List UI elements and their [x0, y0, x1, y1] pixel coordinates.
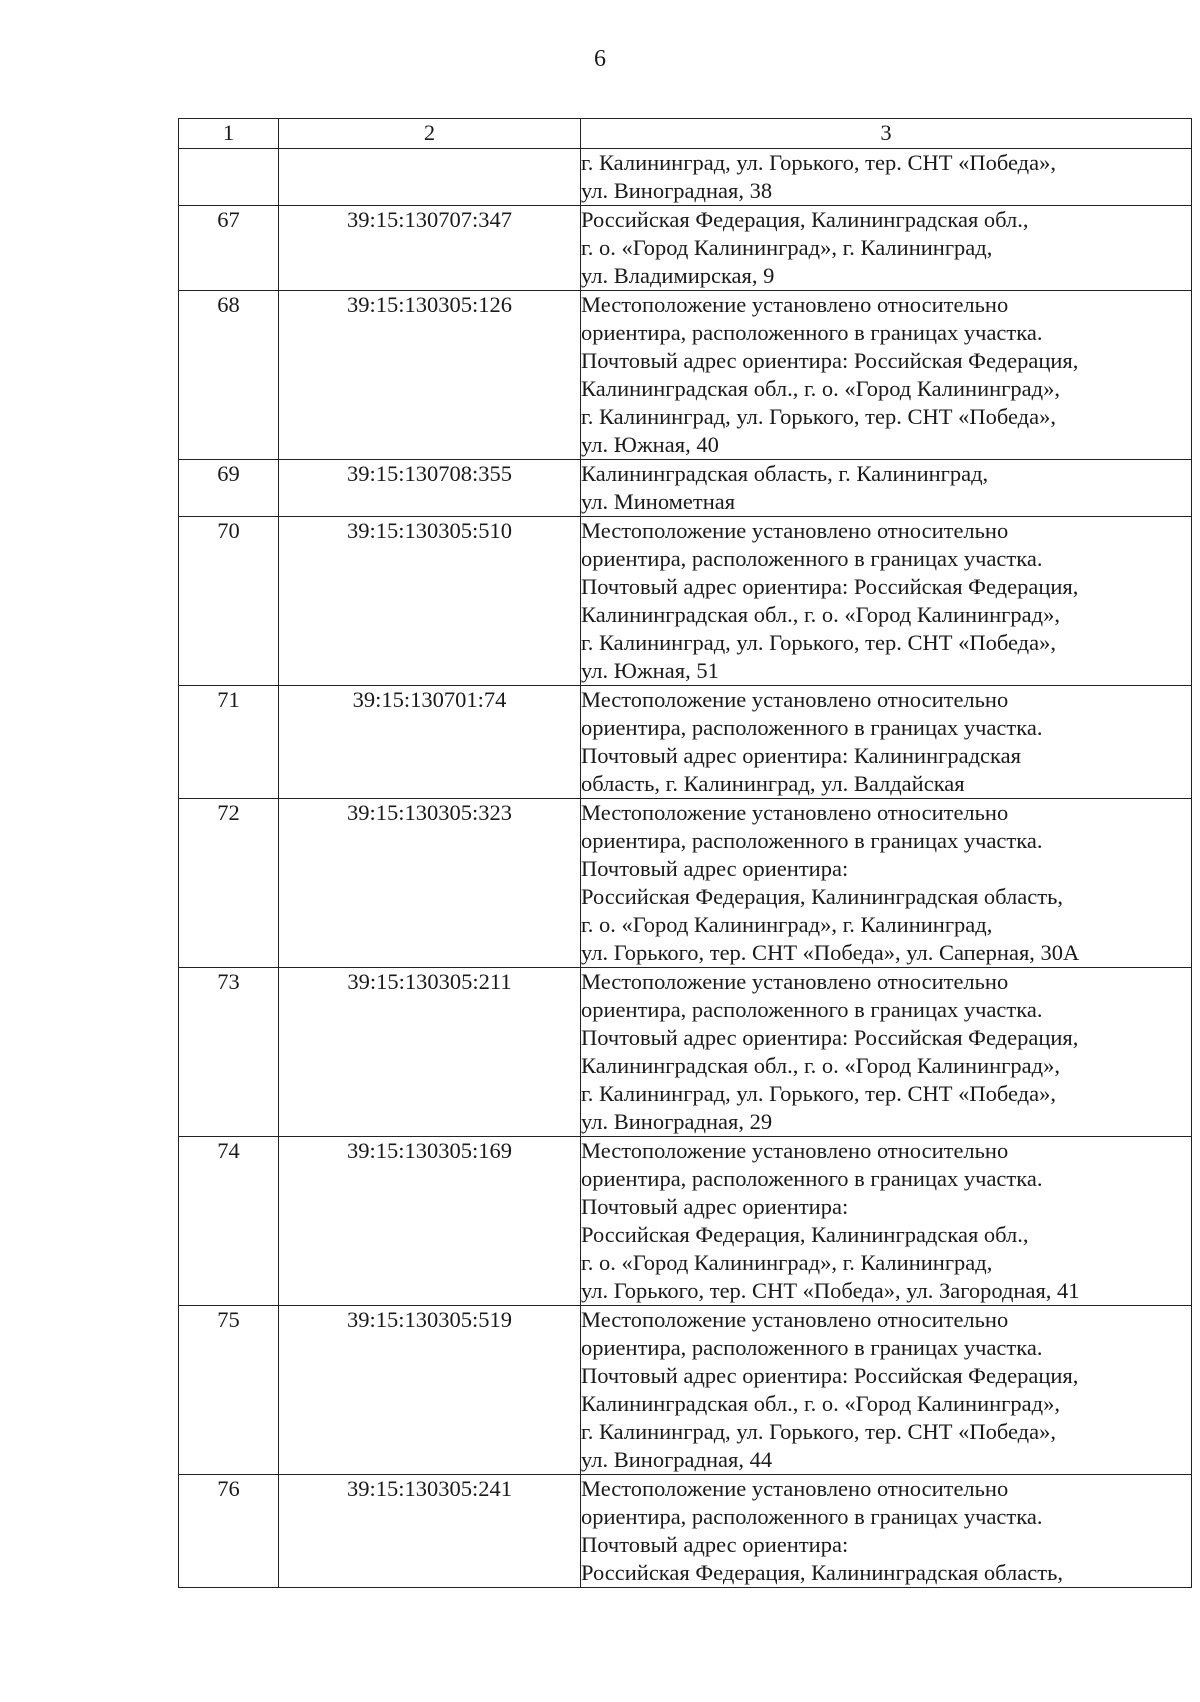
address-cell: [581, 206, 1192, 291]
address-cell: [581, 968, 1192, 1137]
address-line: ориентира, расположенного в границах участка.: [581, 715, 1043, 740]
table-row: [179, 968, 1192, 1137]
address-line: ориентира, расположенного в границах участка.: [581, 546, 1043, 571]
table-row: [179, 460, 1192, 517]
column-header-address: 3: [581, 119, 1192, 149]
address-line: ул. Южная, 40: [581, 432, 719, 457]
address-line: ул. Горького, тер. СНТ «Победа», ул. Саперная, 30А: [581, 940, 1080, 965]
cadastral-number-cell: [279, 149, 581, 206]
address-cell: [581, 1306, 1192, 1475]
table-row: [179, 799, 1192, 968]
address-line: область, г. Калининград, ул. Валдайская: [581, 771, 965, 796]
table-body: [179, 149, 1192, 1588]
address-line: Почтовый адрес ориентира: Калининградская: [581, 743, 1021, 768]
address-cell: [581, 291, 1192, 460]
address-line: ориентира, расположенного в границах участка.: [581, 828, 1043, 853]
table-row: [179, 149, 1192, 206]
address-line: Почтовый адрес ориентира: Российская Федерация,: [581, 574, 1079, 599]
address-cell: [581, 517, 1192, 686]
address-cell: [581, 149, 1192, 206]
address-line: Калининградская обл., г. о. «Город Калининград»,: [581, 376, 1060, 401]
row-number-cell: 71: [179, 686, 279, 799]
address-line: Российская Федерация, Калининградская область,: [581, 884, 1063, 909]
row-number-cell: 69: [179, 460, 279, 517]
cadastral-number-cell: 39:15:130305:519: [279, 1306, 581, 1475]
table-header-row: [179, 119, 1192, 149]
address-line: ориентира, расположенного в границах участка.: [581, 997, 1043, 1022]
address-line: г. Калининград, ул. Горького, тер. СНТ «Победа»,: [581, 630, 1056, 655]
address-line: Калининградская обл., г. о. «Город Калининград»,: [581, 602, 1060, 627]
address-line: Российская Федерация, Калининградская обл.,: [581, 207, 1029, 232]
address-line: Местоположение установлено относительно: [581, 1307, 1009, 1332]
table-row: [179, 517, 1192, 686]
page-number: 6: [594, 46, 606, 72]
row-number-cell: 73: [179, 968, 279, 1137]
address-line: г. Калининград, ул. Горького, тер. СНТ «Победа»,: [581, 150, 1056, 175]
address-line: Почтовый адрес ориентира: Российская Федерация,: [581, 1025, 1079, 1050]
row-number-cell: 74: [179, 1137, 279, 1306]
cadastral-number-cell: 39:15:130708:355: [279, 460, 581, 517]
address-line: ул. Владимирская, 9: [581, 263, 775, 288]
address-cell: [581, 1137, 1192, 1306]
land-plot-table: [178, 118, 1192, 1588]
address-line: ул. Виноградная, 38: [581, 178, 773, 203]
address-line: ул. Горького, тер. СНТ «Победа», ул. Загородная, 41: [581, 1278, 1080, 1303]
row-number-cell: 70: [179, 517, 279, 686]
cadastral-number-cell: 39:15:130305:510: [279, 517, 581, 686]
address-line: ориентира, расположенного в границах участка.: [581, 1335, 1043, 1360]
cadastral-number-cell: 39:15:130305:126: [279, 291, 581, 460]
cadastral-number-cell: 39:15:130305:241: [279, 1475, 581, 1588]
address-line: Почтовый адрес ориентира:: [581, 1194, 849, 1219]
address-line: ориентира, расположенного в границах участка.: [581, 1166, 1043, 1191]
address-line: Местоположение установлено относительно: [581, 292, 1009, 317]
address-line: Российская Федерация, Калининградская область,: [581, 1560, 1063, 1585]
address-line: г. о. «Город Калининград», г. Калининград,: [581, 235, 993, 260]
address-line: г. Калининград, ул. Горького, тер. СНТ «Победа»,: [581, 1419, 1056, 1444]
cadastral-number-cell: 39:15:130305:323: [279, 799, 581, 968]
address-cell: [581, 460, 1192, 517]
cadastral-number-cell: 39:15:130707:347: [279, 206, 581, 291]
address-line: г. Калининград, ул. Горького, тер. СНТ «Победа»,: [581, 404, 1056, 429]
row-number-cell: 76: [179, 1475, 279, 1588]
row-number-cell: 67: [179, 206, 279, 291]
address-line: Калининградская обл., г. о. «Город Калининград»,: [581, 1391, 1060, 1416]
address-line: Почтовый адрес ориентира: Российская Федерация,: [581, 348, 1079, 373]
row-number-cell: 75: [179, 1306, 279, 1475]
cadastral-number-cell: 39:15:130305:169: [279, 1137, 581, 1306]
address-line: ул. Виноградная, 29: [581, 1109, 773, 1134]
address-cell: [581, 799, 1192, 968]
address-line: Местоположение установлено относительно: [581, 969, 1009, 994]
address-line: г. о. «Город Калининград», г. Калининград,: [581, 912, 993, 937]
address-line: ул. Южная, 51: [581, 658, 719, 683]
address-line: г. о. «Город Калининград», г. Калининград,: [581, 1250, 993, 1275]
address-line: ориентира, расположенного в границах участка.: [581, 320, 1043, 345]
table-row: [179, 1137, 1192, 1306]
table-row: [179, 686, 1192, 799]
address-line: Местоположение установлено относительно: [581, 1138, 1009, 1163]
column-header-cadastral: 2: [279, 119, 581, 149]
row-number-cell: [179, 149, 279, 206]
row-number-cell: 72: [179, 799, 279, 968]
address-line: Калининградская обл., г. о. «Город Калининград»,: [581, 1053, 1060, 1078]
column-header-number: 1: [179, 119, 279, 149]
address-line: Местоположение установлено относительно: [581, 1476, 1009, 1501]
cadastral-number-cell: 39:15:130701:74: [279, 686, 581, 799]
address-line: Почтовый адрес ориентира:: [581, 1532, 849, 1557]
table-row: [179, 206, 1192, 291]
address-line: Российская Федерация, Калининградская обл.,: [581, 1222, 1029, 1247]
address-line: Местоположение установлено относительно: [581, 800, 1009, 825]
table-row: [179, 291, 1192, 460]
address-line: Почтовый адрес ориентира:: [581, 856, 849, 881]
address-line: г. Калининград, ул. Горького, тер. СНТ «Победа»,: [581, 1081, 1056, 1106]
address-line: ориентира, расположенного в границах участка.: [581, 1504, 1043, 1529]
address-line: Местоположение установлено относительно: [581, 687, 1009, 712]
table-row: [179, 1306, 1192, 1475]
address-cell: [581, 686, 1192, 799]
address-line: Почтовый адрес ориентира: Российская Федерация,: [581, 1363, 1079, 1388]
row-number-cell: 68: [179, 291, 279, 460]
address-line: Местоположение установлено относительно: [581, 518, 1009, 543]
address-line: ул. Виноградная, 44: [581, 1447, 773, 1472]
cadastral-number-cell: 39:15:130305:211: [279, 968, 581, 1137]
table-row: [179, 1475, 1192, 1588]
address-line: Калининградская область, г. Калининград,: [581, 461, 989, 486]
address-line: ул. Минометная: [581, 489, 736, 514]
address-cell: [581, 1475, 1192, 1588]
